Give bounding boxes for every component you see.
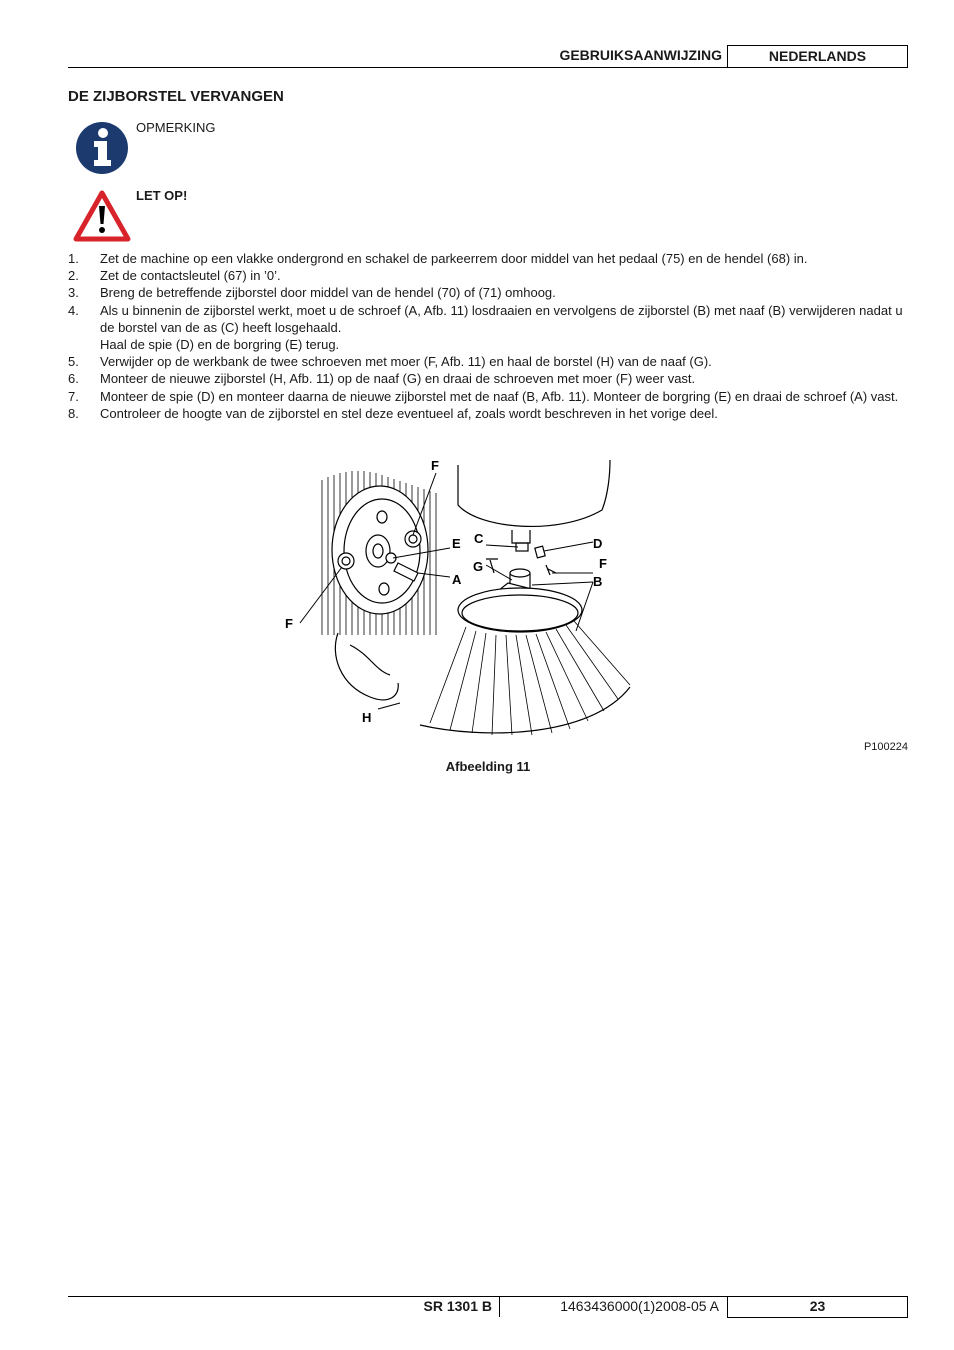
label-f-right: F	[599, 556, 607, 571]
figure-caption: Afbeelding 11	[445, 759, 531, 774]
step-item: Haal de spie (D) en de borgring (E) terug.	[100, 337, 340, 353]
step-item: 8. Controleer de hoogte van de zijborstel en stel deze eventueel af, zoals wordt beschreven in het vorige deel.	[68, 405, 718, 421]
footer-separator	[499, 1297, 500, 1317]
info-icon	[75, 121, 129, 175]
label-a: A	[452, 572, 462, 587]
section-title: DE ZIJBORSTEL VERVANGEN	[68, 88, 284, 105]
footer-page-number: 23	[727, 1296, 908, 1318]
right-brush-bristles	[430, 621, 630, 735]
header-rule	[68, 67, 908, 68]
step-item: 5. Verwijder op de werkbank de twee schroeven met moer (F, Afb. 11) en haal de borstel (H) van de naaf (G).	[68, 354, 712, 370]
side-brush-diagram	[280, 455, 660, 740]
note-label: OPMERKING	[136, 120, 216, 135]
label-d: D	[593, 536, 603, 551]
label-f-left: F	[285, 616, 293, 631]
label-c: C	[474, 531, 484, 546]
step-item: 1. Zet de machine op een vlakke ondergrond en schakel de parkeerrem door middel van het pedaal (75) en de hendel (68) in.	[68, 251, 808, 266]
label-g: G	[473, 559, 484, 574]
header-language: NEDERLANDS	[727, 45, 908, 67]
label-e: E	[452, 536, 461, 551]
step-item: 3. Breng de betreffende zijborstel door middel van de hendel (70) of (71) omhoog.	[68, 285, 556, 301]
figure-code: P100224	[863, 741, 908, 753]
label-h: H	[362, 710, 372, 725]
label-b: B	[593, 574, 603, 589]
footer-doc-code: 1463436000(1)2008-05 A	[560, 1298, 719, 1314]
step-item: 4. Als u binnenin de zijborstel werkt, moet u de schroef (A, Afb. 11) losdraaien en vervolgens de zijborstel (B) met naaf (B) verwijderen nadat u de borstel van de as (C) heeft losgehaald.	[68, 302, 903, 335]
footer-model: SR 1301 B	[423, 1298, 492, 1314]
warning-triangle-icon	[73, 190, 131, 242]
warning-label: LET OP!	[136, 188, 188, 203]
step-item: 7. Monteer de spie (D) en monteer daarna de nieuwe zijborstel met de naaf (B, Afb. 11). Monteer de borgring (E) en draai de schroef (A) vast.	[68, 388, 899, 404]
label-f-top: F	[431, 458, 439, 473]
step-item: 6. Monteer de nieuwe zijborstel (H, Afb. 11) op de naaf (G) en draai de schroeven met moer (F) weer vast.	[68, 371, 696, 387]
instruction-steps	[68, 250, 908, 422]
step-item: 2. Zet de contactsleutel (67) in ’0’.	[68, 268, 281, 284]
header-manual-label: GEBRUIKSAANWIJZING	[559, 47, 722, 63]
